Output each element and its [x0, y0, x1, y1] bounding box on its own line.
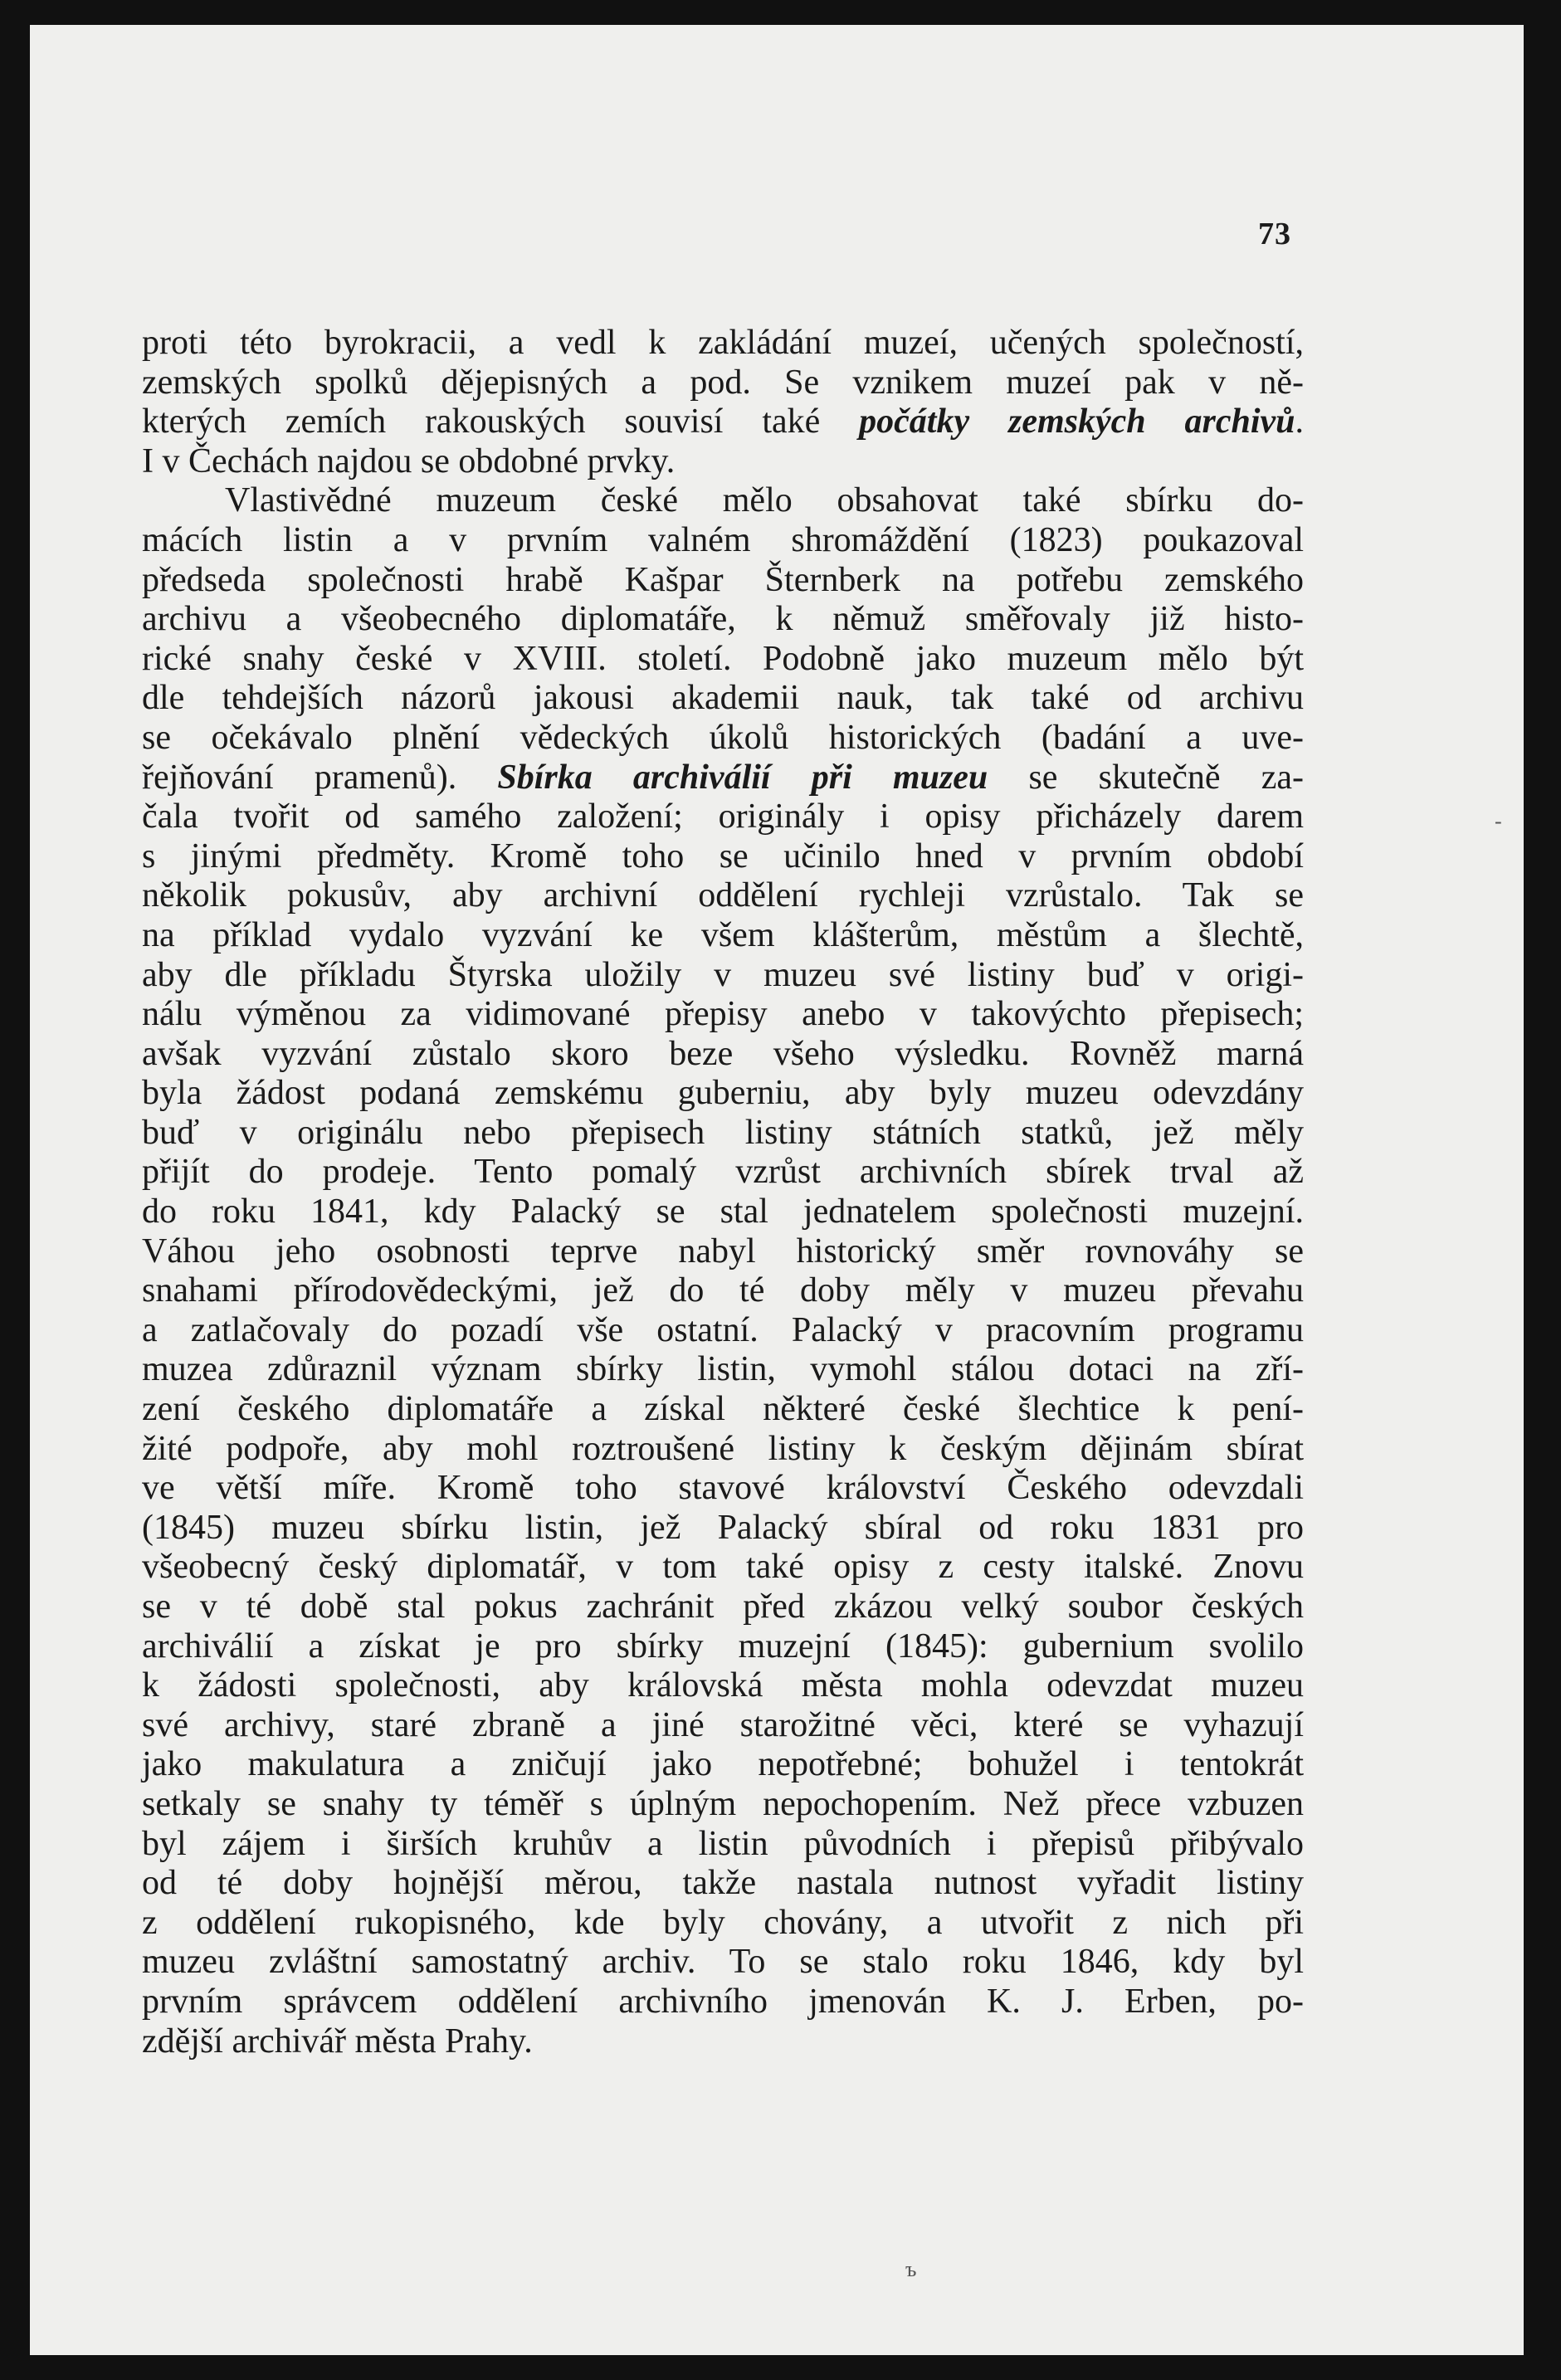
- text-line: na příklad vydalo vyzvání ke všem klášterům, městům a šlechtě,: [142, 915, 1304, 954]
- body-text: [142, 324, 1304, 2061]
- text-line: žité podpoře, aby mohl roztroušené listiny k českým dějinám sbírat: [142, 1429, 1304, 1468]
- text-line: Vlastivědné muzeum české mělo obsahovat také sbírku do-: [225, 481, 1304, 520]
- text-line: buď v originálu nebo přepisech listiny státních statků, jež měly: [142, 1113, 1304, 1152]
- text-line: muzeu zvláštní samostatný archiv. To se stalo roku 1846, kdy byl: [142, 1943, 1304, 1982]
- emphasized-text: Sbírka archiválií při muzeu: [497, 758, 988, 797]
- text-line: zemských spolků dějepisných a pod. Se vznikem muzeí pak v ně-: [142, 363, 1304, 402]
- margin-mark: -: [1495, 809, 1502, 833]
- text-line: své archivy, staré zbraně a jiné starožitné věci, které se vyhazují: [142, 1705, 1304, 1744]
- text-line: archiválií a získat je pro sbírky muzejní (1845): gubernium svolilo: [142, 1626, 1304, 1666]
- text-line: archivu a všeobecného diplomatáře, k němuž směřovaly již histo-: [142, 600, 1304, 639]
- text-line: a zatlačovaly do pozadí vše ostatní. Palacký v pracovním programu: [142, 1310, 1304, 1349]
- text-run: řejňování pramenů).: [142, 758, 498, 797]
- text-line: přijít do prodeje. Tento pomalý vzrůst archivních sbírek trval až: [142, 1153, 1304, 1192]
- text-line: čala tvořit od samého založení; originály i opisy přicházely darem: [142, 797, 1304, 836]
- text-line: setkaly se snahy ty téměř s úplným nepochopením. Než přece vzbuzen: [142, 1784, 1304, 1823]
- text-line: všeobecný český diplomatář, v tom také opisy z cesty italské. Znovu: [142, 1548, 1304, 1587]
- text-line: rické snahy české v XVIII. století. Podobně jako muzeum mělo být: [142, 639, 1304, 678]
- text-line: [142, 402, 1304, 442]
- text-line: nálu výměnou za vidimované přepisy anebo v takovýchto přepisech;: [142, 995, 1304, 1034]
- text-line: dle tehdejších názorů jakousi akademii nauk, tak také od archivu: [142, 679, 1304, 718]
- text-run: .: [1295, 402, 1305, 441]
- text-run: kterých zemích rakouských souvisí také: [142, 402, 860, 441]
- text-line: aby dle příkladu Štyrska uložily v muzeu své listiny buď v origi-: [142, 955, 1304, 994]
- text-line: byl zájem i širších kruhův a listin původních i přepisů přibývalo: [142, 1824, 1304, 1863]
- text-line: se v té době stal pokus zachránit před zkázou velký soubor českých: [142, 1587, 1304, 1626]
- text-line: I v Čechách najdou se obdobné prvky.: [142, 441, 676, 480]
- text-line: mácích listin a v prvním valném shromáždění (1823) poukazoval: [142, 520, 1304, 559]
- page-sheet: [30, 25, 1524, 2355]
- text-line: do roku 1841, kdy Palacký se stal jednatelem společnosti muzejní.: [142, 1192, 1304, 1231]
- text-line: od té doby hojnější měrou, takže nastala nutnost vyřadit listiny: [142, 1864, 1304, 1903]
- text-line: Váhou jeho osobnosti teprve nabyl historický směr rovnováhy se: [142, 1231, 1304, 1270]
- text-line: několik pokusův, aby archivní oddělení rychleji vzrůstalo. Tak se: [142, 876, 1304, 915]
- text-line: zení českého diplomatáře a získal některé české šlechtice k pení-: [142, 1390, 1304, 1429]
- text-line: avšak vyzvání zůstalo skoro beze všeho výsledku. Rovněž marná: [142, 1034, 1304, 1073]
- text-line: zdější archivář města Prahy.: [142, 2022, 533, 2061]
- paragraph-2: [142, 481, 1304, 2061]
- text-line: [142, 758, 1304, 798]
- text-line: předseda společnosti hrabě Kašpar Šternberk na potřebu zemského: [142, 560, 1304, 599]
- text-line: jako makulatura a zničují jako nepotřebné; bohužel i tentokrát: [142, 1745, 1304, 1784]
- text-line: muzea zdůraznil význam sbírky listin, vymohl stálou dotaci na zří-: [142, 1350, 1304, 1389]
- text-line: (1845) muzeu sbírku listin, jež Palacký sbíral od roku 1831 pro: [142, 1508, 1304, 1547]
- text-line: se očekávalo plnění vědeckých úkolů historických (badání a uve-: [142, 718, 1304, 757]
- text-line: s jinými předměty. Kromě toho se učinilo hned v prvním období: [142, 836, 1304, 875]
- text-line: proti této byrokracii, a vedl k zakládání muzeí, učených společností,: [142, 324, 1304, 362]
- text-line: z oddělení rukopisného, kde byly chovány, a utvořit z nich při: [142, 1903, 1304, 1942]
- margin-mark: ъ: [905, 2257, 917, 2281]
- text-line: ve větší míře. Kromě toho stavové království Českého odevzdali: [142, 1469, 1304, 1508]
- emphasized-text: počátky zemských archivů: [859, 402, 1295, 441]
- text-line: snahami přírodovědeckými, jež do té doby měly v muzeu převahu: [142, 1271, 1304, 1310]
- text-line: k žádosti společnosti, aby královská města mohla odevzdat muzeu: [142, 1666, 1304, 1705]
- paragraph-1: [142, 324, 1304, 481]
- text-run: se skutečně za-: [988, 758, 1304, 797]
- page-number: 73: [1258, 217, 1291, 251]
- text-line: byla žádost podaná zemskému guberniu, aby byly muzeu odevzdány: [142, 1074, 1304, 1113]
- text-line: prvním správcem oddělení archivního jmenován K. J. Erben, po-: [142, 1982, 1304, 2021]
